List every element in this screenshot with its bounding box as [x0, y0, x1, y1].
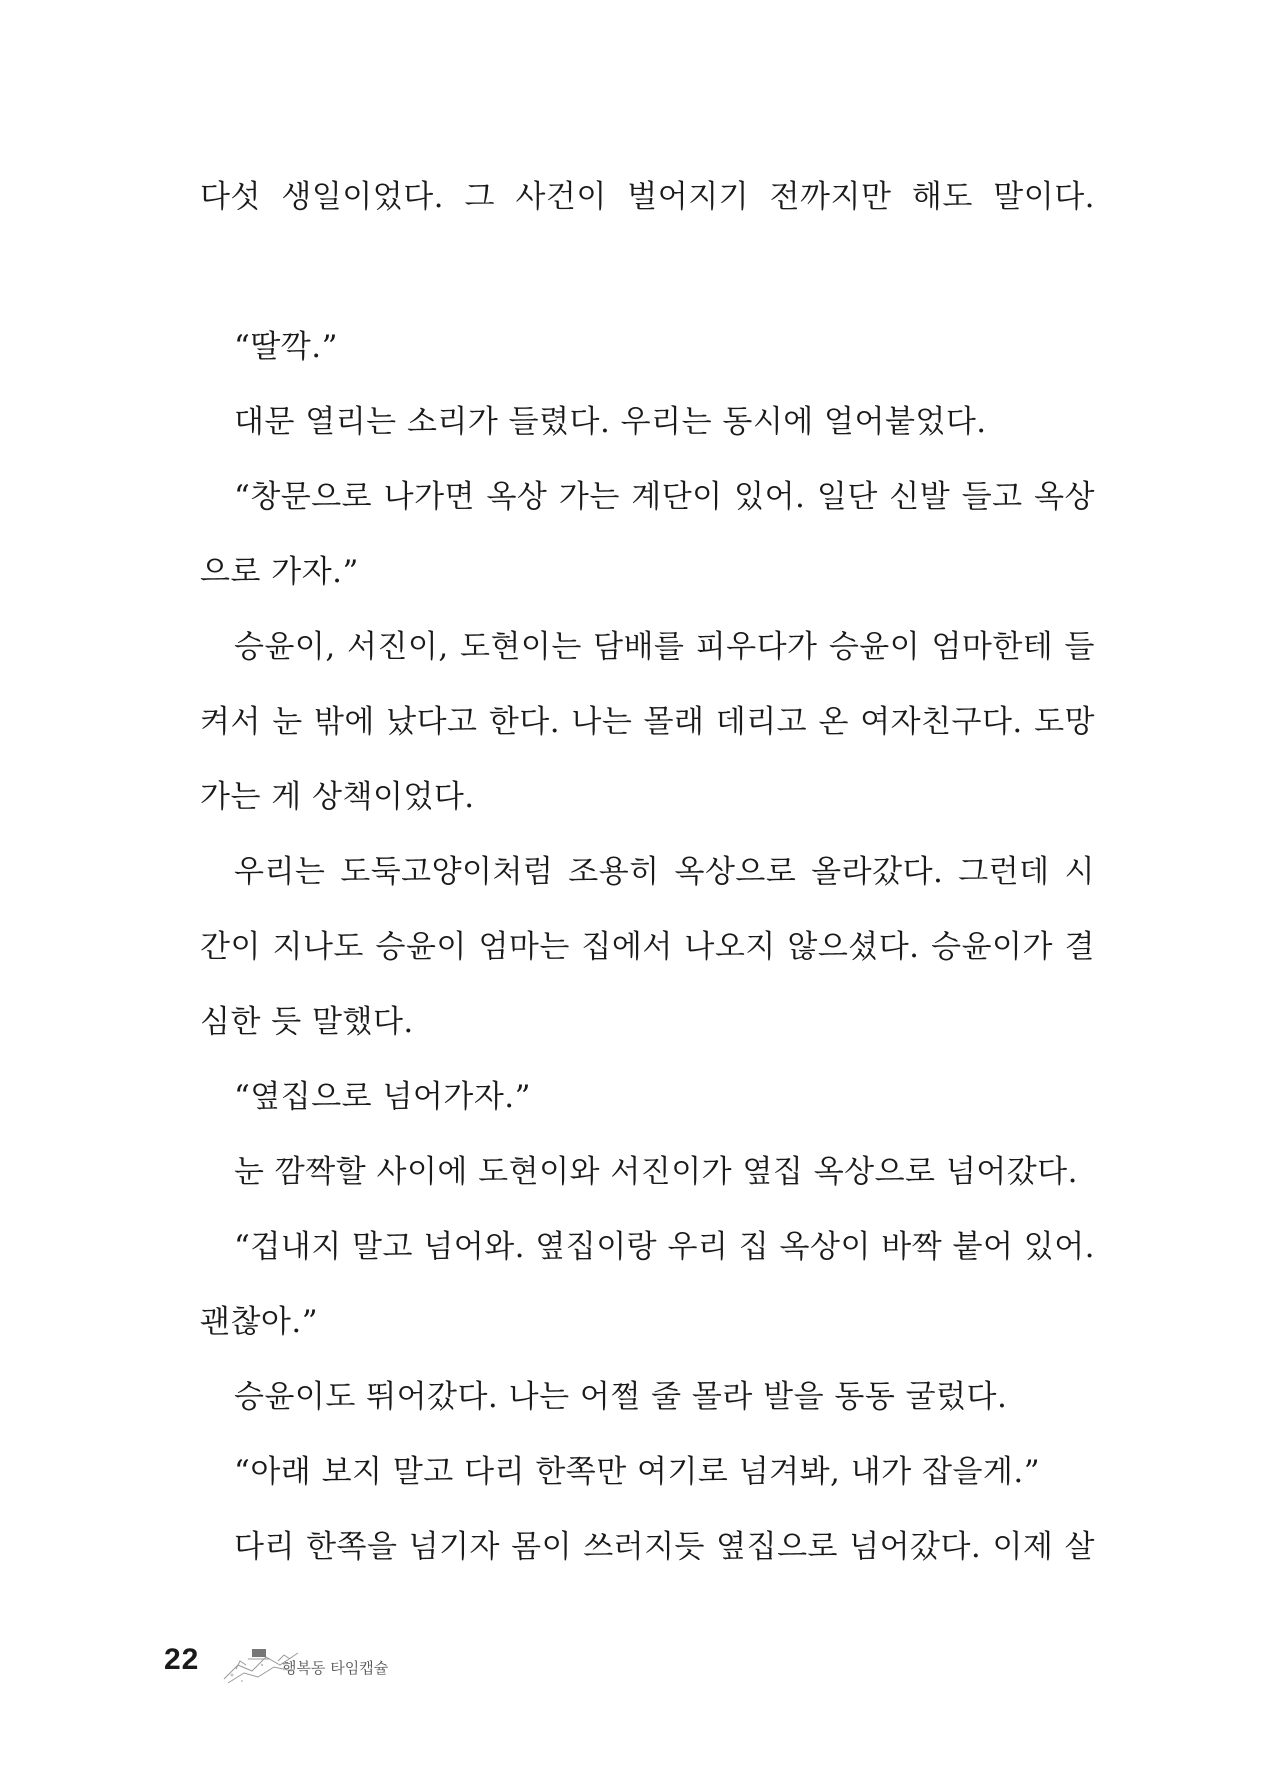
body-line: 승윤이도 뛰어갔다. 나는 어쩔 줄 몰라 발을 동동 굴렀다. — [234, 1379, 1008, 1415]
body-line: 간이 지나도 승윤이 엄마는 집에서 나오지 않으셨다. 승윤이가 결 — [200, 929, 1095, 965]
body-line: 대문 열리는 소리가 들렸다. 우리는 동시에 얼어붙었다. — [234, 404, 987, 440]
body-line: 으로 가자.” — [200, 554, 359, 590]
body-line: 우리는 도둑고양이처럼 조용히 옥상으로 올라갔다. 그런데 시 — [234, 854, 1095, 890]
page-number: 22 — [164, 1643, 200, 1676]
body-line: 가는 게 상책이었다. — [200, 779, 475, 815]
running-title: 행복동 타임캡슐 — [282, 1659, 389, 1677]
body-line: “옆집으로 넘어가자.” — [234, 1079, 531, 1115]
body-line: “딸깍.” — [234, 329, 338, 365]
body-line: “아래 보지 말고 다리 한쪽만 여기로 넘겨봐, 내가 잡을게.” — [234, 1454, 1041, 1490]
body-line: “겁내지 말고 넘어와. 옆집이랑 우리 집 옥상이 바짝 붙어 있어. — [234, 1229, 1095, 1265]
body-line: 심한 듯 말했다. — [200, 1004, 414, 1040]
body-line: 괜찮아.” — [200, 1304, 319, 1340]
body-line: 다섯 생일이었다. 그 사건이 벌어지기 전까지만 해도 말이다. — [200, 179, 1095, 215]
body-line: 다리 한쪽을 넘기자 몸이 쓰러지듯 옆집으로 넘어갔다. 이제 살 — [234, 1529, 1095, 1565]
body-line: 눈 깜짝할 사이에 도현이와 서진이가 옆집 옥상으로 넘어갔다. — [234, 1154, 1078, 1190]
body-text — [200, 160, 1095, 1585]
body-line: “창문으로 나가면 옥상 가는 계단이 있어. 일단 신발 들고 옥상 — [234, 479, 1095, 515]
body-line: 켜서 눈 밖에 났다고 한다. 나는 몰래 데리고 온 여자친구다. 도망 — [200, 704, 1095, 740]
page-footer — [164, 1635, 564, 1695]
body-line: 승윤이, 서진이, 도현이는 담배를 피우다가 승윤이 엄마한테 들 — [234, 629, 1095, 665]
